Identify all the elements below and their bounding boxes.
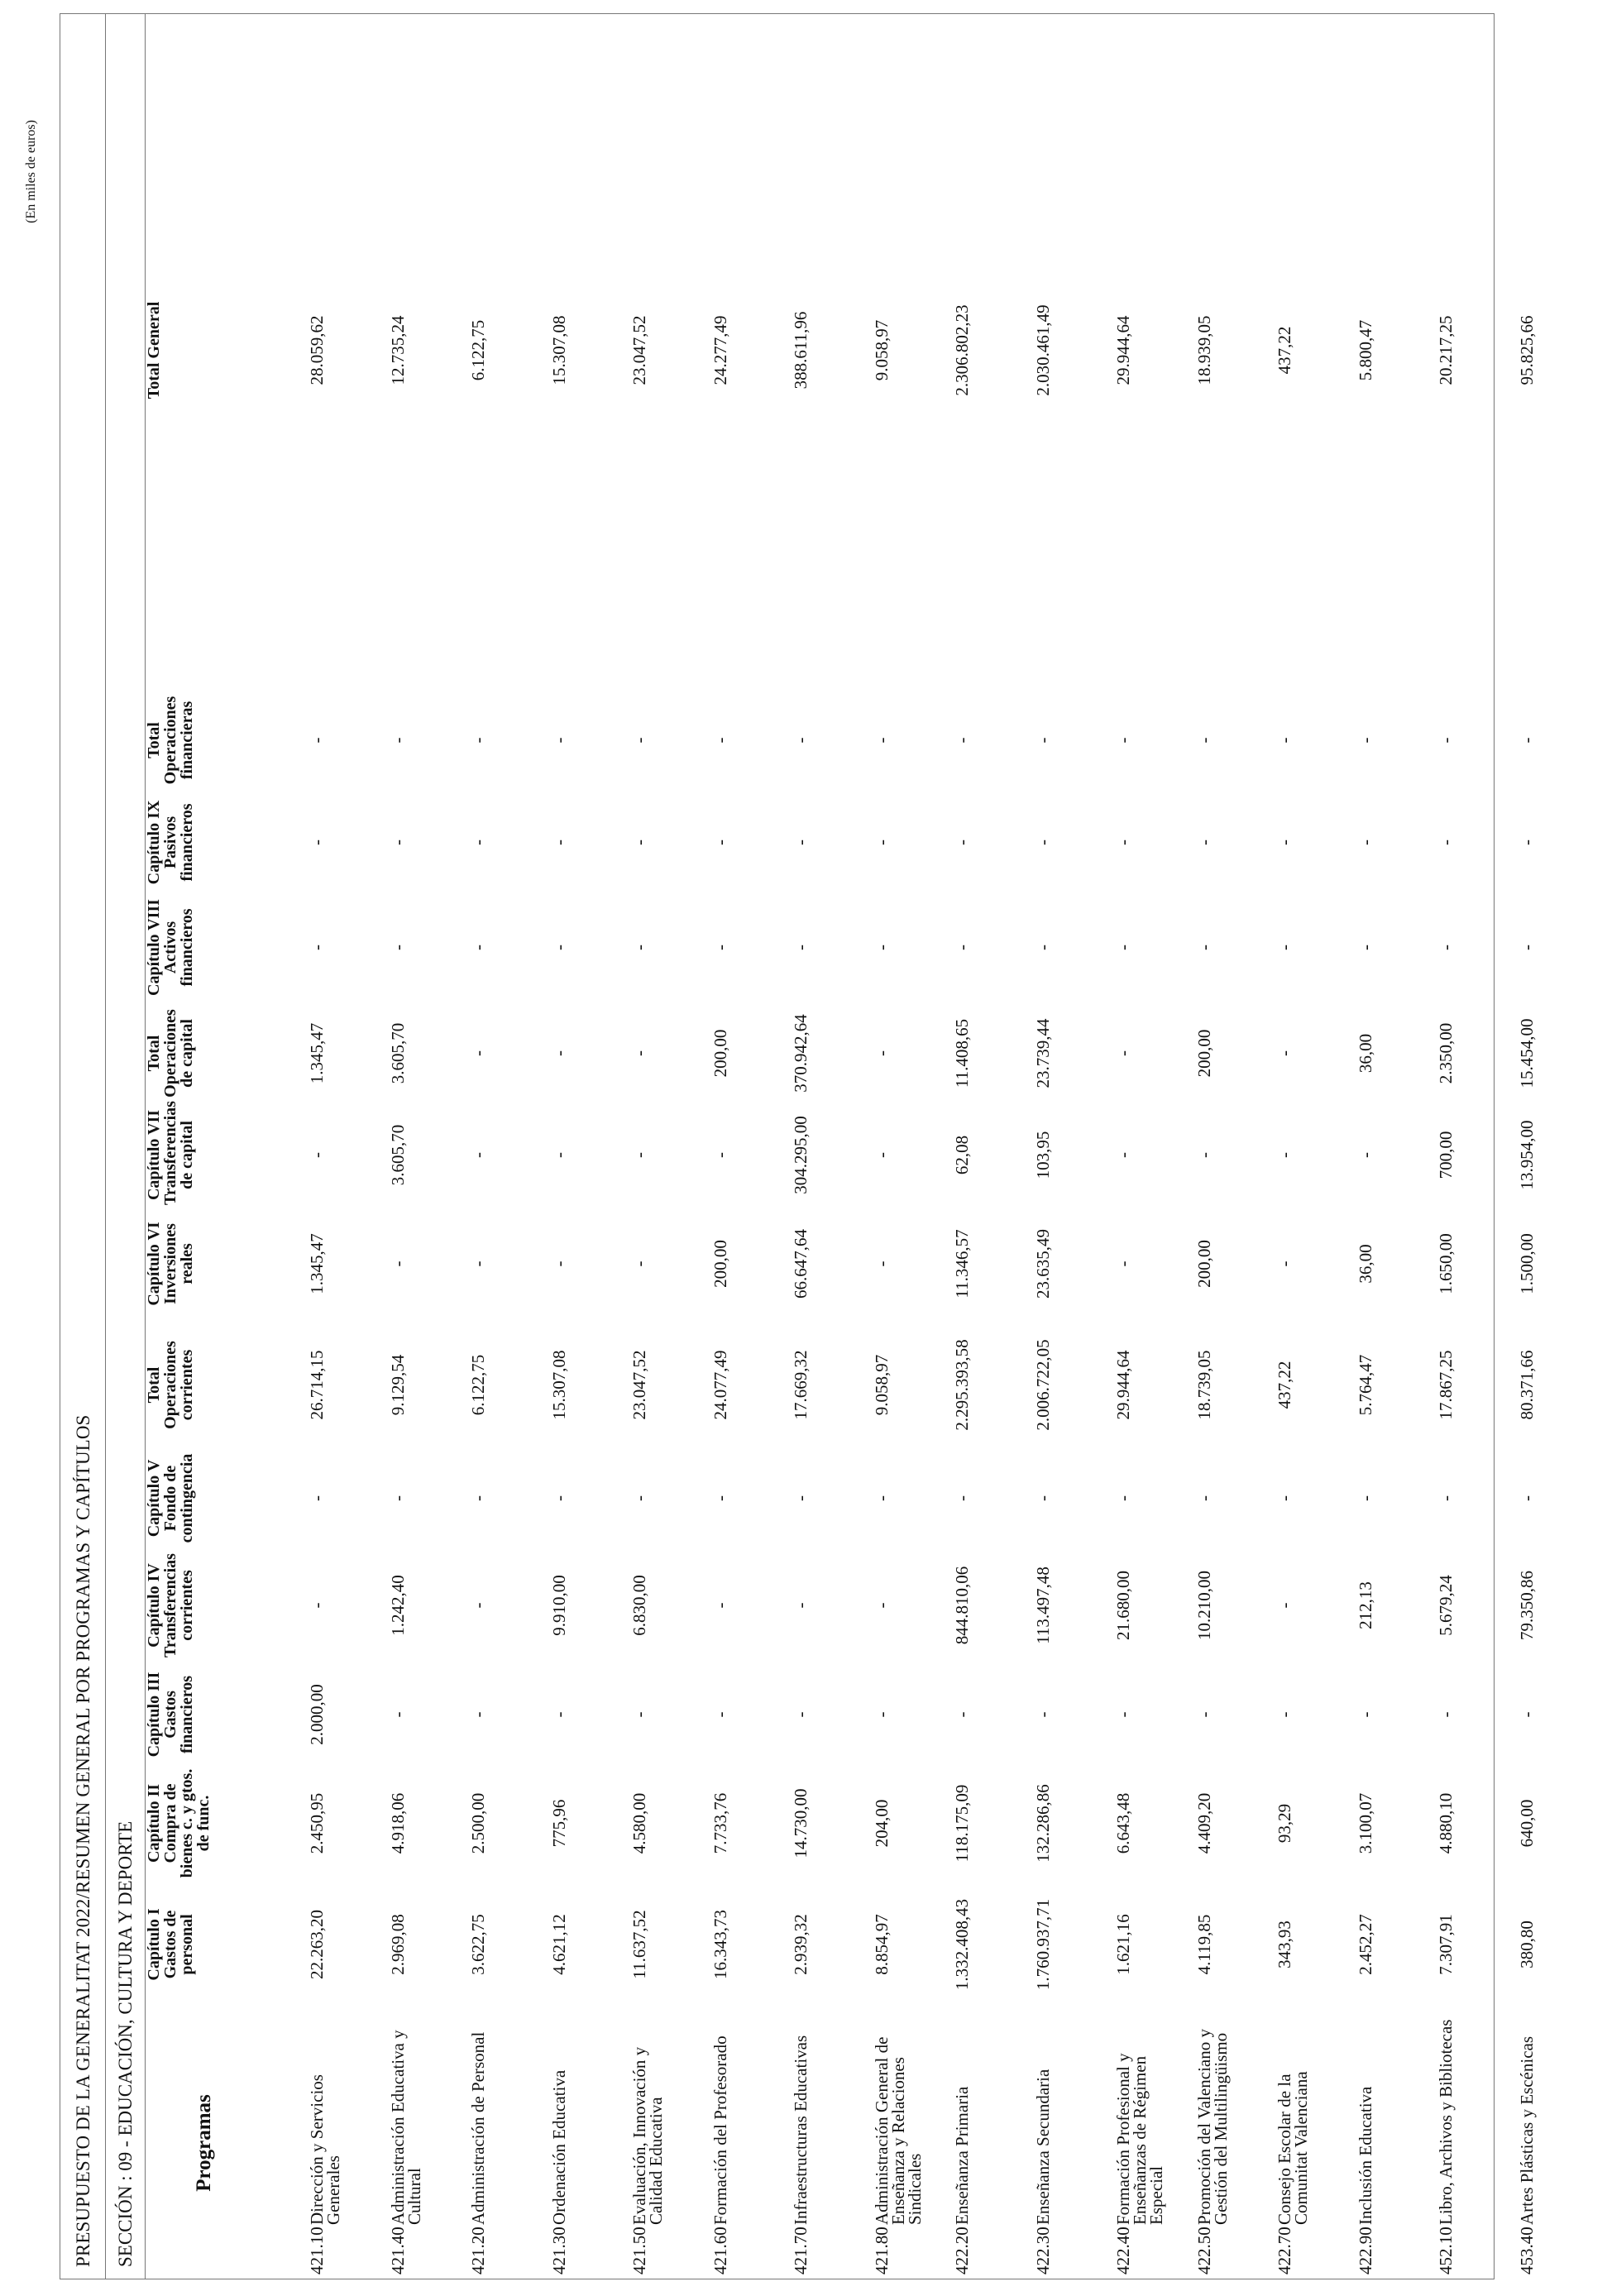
value-cell: - bbox=[1436, 1495, 1456, 1501]
value-cell: 95.825,66 bbox=[1516, 315, 1537, 385]
program-code: 422.90 bbox=[1355, 2227, 1375, 2274]
value-cell: - bbox=[468, 1711, 488, 1718]
program-name: Consejo Escolar de la Comunitat Valenciana bbox=[1275, 2071, 1311, 2225]
value-cell: - bbox=[468, 1602, 488, 1609]
program-code: 421.40 bbox=[387, 2227, 408, 2274]
value-cell: 15.454,00 bbox=[1516, 1018, 1537, 1088]
value-cell: 1.500,00 bbox=[1516, 1233, 1537, 1294]
value-cell: 36,00 bbox=[1355, 1244, 1375, 1284]
value-cell: 23.739,44 bbox=[1032, 1018, 1053, 1088]
table-row bbox=[950, 14, 1031, 2279]
value-cell: - bbox=[1516, 1495, 1537, 1501]
value-cell: 16.343,73 bbox=[710, 1909, 730, 1979]
value-cell: 15.307,08 bbox=[548, 315, 569, 385]
value-cell: 437,22 bbox=[1275, 1361, 1294, 1409]
value-cell: 1.242,40 bbox=[387, 1575, 408, 1636]
program-name: Promoción del Valenciano y Gestión del Multilingüismo bbox=[1193, 2029, 1231, 2225]
program-name: Inclusión Educativa bbox=[1355, 2086, 1375, 2225]
table-row bbox=[386, 14, 467, 2279]
program-name: Enseñanza Secundaria bbox=[1032, 2069, 1053, 2225]
table-row bbox=[628, 14, 709, 2279]
value-cell: 5.764,47 bbox=[1355, 1354, 1375, 1416]
value-cell: - bbox=[387, 737, 408, 744]
value-cell: 24.277,49 bbox=[710, 315, 730, 385]
value-cell: 23.047,52 bbox=[629, 315, 649, 385]
value-cell: - bbox=[952, 1711, 972, 1718]
value-cell: - bbox=[548, 944, 569, 950]
value-cell: - bbox=[468, 839, 488, 845]
value-cell: 2.306.802,23 bbox=[952, 304, 972, 396]
value-cell: 1.332.408,43 bbox=[952, 1898, 972, 1991]
header-capitulo-5: Capítulo V Fondo de contingencia bbox=[145, 1453, 196, 1543]
value-cell: - bbox=[548, 1260, 569, 1267]
value-cell: 18.739,05 bbox=[1193, 1350, 1214, 1420]
header-programas: Programas bbox=[193, 2094, 215, 2192]
value-cell: - bbox=[548, 839, 569, 845]
value-cell: 388.611,96 bbox=[791, 311, 811, 390]
value-cell: - bbox=[629, 1711, 649, 1718]
budget-table bbox=[146, 14, 1595, 2279]
value-cell: - bbox=[629, 1050, 649, 1056]
header-row bbox=[146, 14, 305, 2279]
program-code: 421.60 bbox=[710, 2227, 730, 2274]
value-cell: 2.939,32 bbox=[791, 1914, 811, 1975]
value-cell: 2.000,00 bbox=[307, 1684, 327, 1745]
value-cell: 9.129,54 bbox=[387, 1354, 408, 1416]
value-cell: 23.047,52 bbox=[629, 1350, 649, 1420]
value-cell: - bbox=[1193, 737, 1214, 744]
value-cell: 1.345,47 bbox=[307, 1233, 327, 1294]
value-cell: - bbox=[871, 1050, 892, 1056]
value-cell: - bbox=[548, 1050, 569, 1056]
value-cell: - bbox=[1193, 1495, 1214, 1501]
value-cell: - bbox=[1193, 1151, 1214, 1158]
table-row bbox=[305, 14, 386, 2279]
value-cell: 21.680,00 bbox=[1113, 1570, 1133, 1640]
value-cell: 1.650,00 bbox=[1436, 1233, 1456, 1294]
value-cell: - bbox=[791, 839, 811, 845]
program-name: Artes Plásticas y Escénicas bbox=[1516, 2035, 1537, 2225]
value-cell: - bbox=[468, 944, 488, 950]
header-total-general: Total General bbox=[145, 301, 163, 399]
rotated-page bbox=[60, 13, 1537, 2279]
table-row bbox=[1112, 14, 1193, 2279]
value-cell: 2.500,00 bbox=[468, 1792, 488, 1854]
value-cell: 20.217,25 bbox=[1436, 315, 1456, 385]
header-total-capital: Total Operaciones de capital bbox=[145, 1009, 196, 1098]
value-cell: 4.621,12 bbox=[548, 1914, 569, 1975]
value-cell: 700,00 bbox=[1436, 1131, 1456, 1179]
program-name: Dirección y Servicios Generales bbox=[307, 2074, 343, 2225]
program-name: Administración de Personal bbox=[468, 2031, 488, 2225]
value-cell: - bbox=[468, 1050, 488, 1056]
value-cell: 5.679,24 bbox=[1436, 1575, 1456, 1636]
value-cell: 9.058,97 bbox=[871, 319, 892, 381]
value-cell: 29.944,64 bbox=[1113, 1350, 1133, 1420]
value-cell: 212,13 bbox=[1355, 1581, 1375, 1629]
value-cell: 204,00 bbox=[871, 1799, 892, 1848]
value-cell: 11.408,65 bbox=[952, 1018, 972, 1088]
value-cell: - bbox=[791, 737, 811, 744]
table-row bbox=[466, 14, 548, 2279]
value-cell: 4.880,10 bbox=[1436, 1792, 1456, 1854]
value-cell: 200,00 bbox=[1193, 1240, 1214, 1288]
value-cell: - bbox=[1516, 737, 1537, 744]
program-code: 421.50 bbox=[629, 2227, 649, 2274]
value-cell: - bbox=[307, 944, 327, 950]
table-row bbox=[709, 14, 790, 2279]
value-cell: - bbox=[1275, 1050, 1294, 1056]
value-cell: - bbox=[1355, 1151, 1375, 1158]
units-note: (En miles de euros) bbox=[24, 120, 38, 223]
budget-table-container bbox=[145, 14, 1537, 2279]
value-cell: - bbox=[387, 1711, 408, 1718]
value-cell: - bbox=[1436, 944, 1456, 950]
value-cell: 66.647,64 bbox=[791, 1228, 811, 1299]
value-cell: - bbox=[1275, 944, 1294, 950]
program-code: 421.80 bbox=[871, 2227, 892, 2274]
table-row bbox=[1193, 14, 1274, 2279]
value-cell: - bbox=[548, 737, 569, 744]
value-cell: 7.307,91 bbox=[1436, 1914, 1456, 1975]
header-capitulo-8: Capítulo VIII Activos financieros bbox=[145, 899, 196, 996]
value-cell: - bbox=[1355, 1711, 1375, 1718]
value-cell: - bbox=[629, 737, 649, 744]
value-cell: 200,00 bbox=[710, 1240, 730, 1288]
program-code: 453.40 bbox=[1516, 2227, 1537, 2274]
value-cell: - bbox=[1113, 1495, 1133, 1501]
value-cell: 4.409,20 bbox=[1193, 1792, 1214, 1854]
header-capitulo-1: Capítulo I Gastos de personal bbox=[145, 1908, 196, 1981]
value-cell: 380,80 bbox=[1516, 1921, 1537, 1968]
value-cell: - bbox=[871, 1495, 892, 1501]
value-cell: 2.006.722,05 bbox=[1032, 1339, 1053, 1431]
section-title: SECCIÓN : 09 - EDUCACIÓN, CULTURA Y DEPORTE bbox=[106, 14, 146, 2279]
program-code: 421.20 bbox=[468, 2227, 488, 2274]
value-cell: 11.637,52 bbox=[629, 1910, 649, 1979]
value-cell: 4.580,00 bbox=[629, 1792, 649, 1854]
program-code: 422.20 bbox=[952, 2227, 972, 2274]
value-cell: 24.077,49 bbox=[710, 1350, 730, 1420]
value-cell: - bbox=[952, 1495, 972, 1501]
value-cell: - bbox=[1275, 737, 1294, 744]
value-cell: - bbox=[548, 1151, 569, 1158]
value-cell: 2.295.393,58 bbox=[952, 1339, 972, 1431]
value-cell: - bbox=[1113, 839, 1133, 845]
table-row bbox=[789, 14, 870, 2279]
value-cell: - bbox=[548, 1711, 569, 1718]
header-capitulo-7: Capítulo VII Transferencias de capital bbox=[145, 1101, 196, 1205]
value-cell: 26.714,15 bbox=[307, 1350, 327, 1420]
value-cell: 5.800,47 bbox=[1355, 319, 1375, 381]
value-cell: - bbox=[468, 1151, 488, 1158]
value-cell: 3.605,70 bbox=[387, 1124, 408, 1186]
value-cell: 15.307,08 bbox=[548, 1350, 569, 1420]
value-cell: - bbox=[1436, 737, 1456, 744]
value-cell: - bbox=[1193, 944, 1214, 950]
value-cell: - bbox=[710, 1495, 730, 1501]
program-code: 452.10 bbox=[1436, 2227, 1456, 2274]
value-cell: - bbox=[1275, 839, 1294, 845]
value-cell: - bbox=[1113, 1151, 1133, 1158]
value-cell: - bbox=[548, 1495, 569, 1501]
value-cell: 4.918,06 bbox=[387, 1792, 408, 1854]
value-cell: - bbox=[307, 839, 327, 845]
value-cell: 9.910,00 bbox=[548, 1575, 569, 1636]
report-title: PRESUPUESTO DE LA GENERALITAT 2022/RESUMEN GENERAL POR PROGRAMAS Y CAPÍTULOS bbox=[60, 14, 106, 2279]
value-cell: - bbox=[871, 1711, 892, 1718]
value-cell: - bbox=[871, 1260, 892, 1267]
program-name: Administración General de Enseñanza y Relaciones Sindicales bbox=[871, 2036, 925, 2225]
value-cell: - bbox=[710, 1151, 730, 1158]
table-row bbox=[548, 14, 629, 2279]
value-cell: - bbox=[871, 1151, 892, 1158]
program-code: 422.70 bbox=[1275, 2227, 1294, 2274]
program-name: Enseñanza Primaria bbox=[952, 2086, 972, 2225]
value-cell: - bbox=[710, 839, 730, 845]
program-code: 421.70 bbox=[791, 2227, 811, 2274]
value-cell: 14.730,00 bbox=[791, 1788, 811, 1858]
value-cell: - bbox=[1355, 839, 1375, 845]
value-cell: 1.345,47 bbox=[307, 1022, 327, 1084]
value-cell: - bbox=[387, 944, 408, 950]
table-row bbox=[1354, 14, 1435, 2279]
table-body bbox=[305, 14, 1595, 2279]
value-cell: - bbox=[1516, 1711, 1537, 1718]
value-cell: 3.605,70 bbox=[387, 1022, 408, 1084]
value-cell: 18.939,05 bbox=[1193, 315, 1214, 385]
value-cell: 113.497,48 bbox=[1032, 1567, 1053, 1644]
value-cell: - bbox=[307, 1495, 327, 1501]
value-cell: 79.350,86 bbox=[1516, 1570, 1537, 1640]
program-code: 421.10 bbox=[307, 2227, 327, 2274]
program-name: Libro, Archivos y Bibliotecas bbox=[1436, 2019, 1456, 2225]
value-cell: 28.059,62 bbox=[307, 315, 327, 385]
value-cell: - bbox=[387, 1495, 408, 1501]
value-cell: - bbox=[952, 839, 972, 845]
value-cell: 132.286,86 bbox=[1032, 1784, 1053, 1863]
value-cell: - bbox=[387, 839, 408, 845]
value-cell: 93,29 bbox=[1275, 1803, 1294, 1844]
table-row bbox=[1273, 14, 1354, 2279]
value-cell: 23.635,49 bbox=[1032, 1228, 1053, 1299]
value-cell: 6.830,00 bbox=[629, 1575, 649, 1636]
value-cell: 29.944,64 bbox=[1113, 315, 1133, 385]
value-cell: 103,95 bbox=[1032, 1131, 1053, 1179]
value-cell: 640,00 bbox=[1516, 1799, 1537, 1848]
table-row bbox=[1031, 14, 1112, 2279]
table-row bbox=[870, 14, 951, 2279]
value-cell: - bbox=[952, 737, 972, 744]
value-cell: - bbox=[1355, 944, 1375, 950]
program-name: Ordenación Educativa bbox=[548, 2069, 569, 2225]
value-cell: 9.058,97 bbox=[871, 1354, 892, 1416]
value-cell: - bbox=[871, 944, 892, 950]
value-cell: - bbox=[629, 1151, 649, 1158]
value-cell: - bbox=[791, 1495, 811, 1501]
value-cell: 2.030.461,49 bbox=[1032, 304, 1053, 396]
value-cell: - bbox=[1275, 1495, 1294, 1501]
value-cell: - bbox=[468, 1260, 488, 1267]
value-cell: - bbox=[387, 1260, 408, 1267]
value-cell: - bbox=[1355, 1495, 1375, 1501]
value-cell: 22.263,20 bbox=[307, 1909, 327, 1979]
value-cell: 200,00 bbox=[1193, 1029, 1214, 1078]
value-cell: - bbox=[1193, 1711, 1214, 1718]
value-cell: - bbox=[1032, 944, 1053, 950]
value-cell: - bbox=[1032, 1495, 1053, 1501]
value-cell: - bbox=[791, 1711, 811, 1718]
value-cell: 11.346,57 bbox=[952, 1229, 972, 1299]
value-cell: - bbox=[629, 944, 649, 950]
value-cell: 304.295,00 bbox=[791, 1116, 811, 1194]
header-capitulo-9: Capítulo IX Pasivos financieros bbox=[145, 800, 196, 885]
program-name: Infraestructuras Educativas bbox=[791, 2035, 811, 2225]
value-cell: - bbox=[710, 737, 730, 744]
value-cell: 80.371,66 bbox=[1516, 1350, 1537, 1420]
value-cell: 8.854,97 bbox=[871, 1914, 892, 1975]
value-cell: - bbox=[710, 1602, 730, 1609]
value-cell: - bbox=[629, 839, 649, 845]
value-cell: - bbox=[871, 737, 892, 744]
value-cell: 62,08 bbox=[952, 1135, 972, 1175]
program-name: Evaluación, Innovación y Calidad Educativa bbox=[629, 2046, 666, 2225]
value-cell: - bbox=[1032, 737, 1053, 744]
value-cell: - bbox=[1355, 737, 1375, 744]
value-cell: 200,00 bbox=[710, 1029, 730, 1078]
value-cell: 17.867,25 bbox=[1436, 1350, 1456, 1420]
value-cell: - bbox=[952, 944, 972, 950]
value-cell: - bbox=[1113, 1260, 1133, 1267]
value-cell: - bbox=[629, 1495, 649, 1501]
value-cell: - bbox=[307, 1602, 327, 1609]
value-cell: 10.210,00 bbox=[1193, 1570, 1214, 1640]
value-cell: 7.733,76 bbox=[710, 1792, 730, 1854]
value-cell: - bbox=[791, 1602, 811, 1609]
value-cell: - bbox=[871, 839, 892, 845]
value-cell: 4.119,85 bbox=[1193, 1914, 1214, 1975]
value-cell: - bbox=[871, 1602, 892, 1609]
value-cell: 3.622,75 bbox=[468, 1914, 488, 1975]
value-cell: - bbox=[1032, 839, 1053, 845]
header-capitulo-6: Capítulo VI Inversiones reales bbox=[145, 1222, 196, 1306]
value-cell: 6.643,48 bbox=[1113, 1792, 1133, 1854]
program-code: 422.50 bbox=[1193, 2227, 1214, 2274]
program-code: 422.30 bbox=[1032, 2227, 1053, 2274]
value-cell: - bbox=[1193, 839, 1214, 845]
value-cell: 2.969,08 bbox=[387, 1914, 408, 1975]
value-cell: - bbox=[1275, 1711, 1294, 1718]
value-cell: - bbox=[468, 737, 488, 744]
value-cell: 437,22 bbox=[1275, 326, 1294, 375]
value-cell: - bbox=[710, 1711, 730, 1718]
header-capitulo-2: Capítulo II Compra de bienes c. y gtos. de func. bbox=[145, 1768, 213, 1878]
value-cell: 775,96 bbox=[548, 1799, 569, 1848]
value-cell: - bbox=[629, 1260, 649, 1267]
value-cell: - bbox=[1275, 1151, 1294, 1158]
value-cell: 12.735,24 bbox=[387, 315, 408, 385]
program-code: 422.40 bbox=[1113, 2227, 1133, 2274]
value-cell: - bbox=[1113, 944, 1133, 950]
value-cell: 118.175,09 bbox=[952, 1784, 972, 1863]
program-name: Administración Educativa y Cultural bbox=[387, 2030, 424, 2225]
value-cell: 2.450,95 bbox=[307, 1792, 327, 1854]
value-cell: - bbox=[1113, 1711, 1133, 1718]
units-note-container bbox=[2, 0, 61, 223]
header-total-financieras: Total Operaciones financieras bbox=[145, 696, 196, 785]
value-cell: 6.122,75 bbox=[468, 319, 488, 381]
value-cell: - bbox=[1113, 1050, 1133, 1056]
header-capitulo-3: Capítulo III Gastos financieros bbox=[145, 1672, 196, 1758]
value-cell: - bbox=[1436, 839, 1456, 845]
value-cell: 6.122,75 bbox=[468, 1354, 488, 1416]
value-cell: - bbox=[1113, 737, 1133, 744]
value-cell: 844.810,06 bbox=[952, 1566, 972, 1645]
value-cell: - bbox=[710, 944, 730, 950]
value-cell: 343,93 bbox=[1275, 1921, 1294, 1968]
value-cell: - bbox=[1275, 1602, 1294, 1609]
table-row bbox=[1434, 14, 1515, 2279]
value-cell: - bbox=[1436, 1711, 1456, 1718]
program-code: 421.30 bbox=[548, 2227, 569, 2274]
header-total-corrientes: Total Operaciones corrientes bbox=[145, 1341, 196, 1429]
value-cell: - bbox=[468, 1495, 488, 1501]
value-cell: - bbox=[791, 944, 811, 950]
value-cell: - bbox=[1516, 839, 1537, 845]
value-cell: 370.942,64 bbox=[791, 1014, 811, 1093]
value-cell: 36,00 bbox=[1355, 1033, 1375, 1074]
value-cell: - bbox=[1032, 1711, 1053, 1718]
value-cell: 13.954,00 bbox=[1516, 1120, 1537, 1190]
table-row bbox=[1515, 14, 1596, 2279]
value-cell: - bbox=[307, 737, 327, 744]
value-cell: 1.621,16 bbox=[1113, 1914, 1133, 1975]
program-name: Formación del Profesorado bbox=[710, 2035, 730, 2225]
value-cell: - bbox=[307, 1151, 327, 1158]
program-name: Formación Profesional y Enseñanzas de Régimen Especial bbox=[1113, 2053, 1166, 2225]
value-cell: 2.452,27 bbox=[1355, 1914, 1375, 1975]
value-cell: 3.100,07 bbox=[1355, 1792, 1375, 1854]
value-cell: 2.350,00 bbox=[1436, 1022, 1456, 1084]
value-cell: - bbox=[1516, 944, 1537, 950]
header-capitulo-4: Capítulo IV Transferencias corrientes bbox=[145, 1553, 196, 1657]
value-cell: - bbox=[1275, 1260, 1294, 1267]
value-cell: 17.669,32 bbox=[791, 1350, 811, 1420]
value-cell: 1.760.937,71 bbox=[1032, 1898, 1053, 1991]
